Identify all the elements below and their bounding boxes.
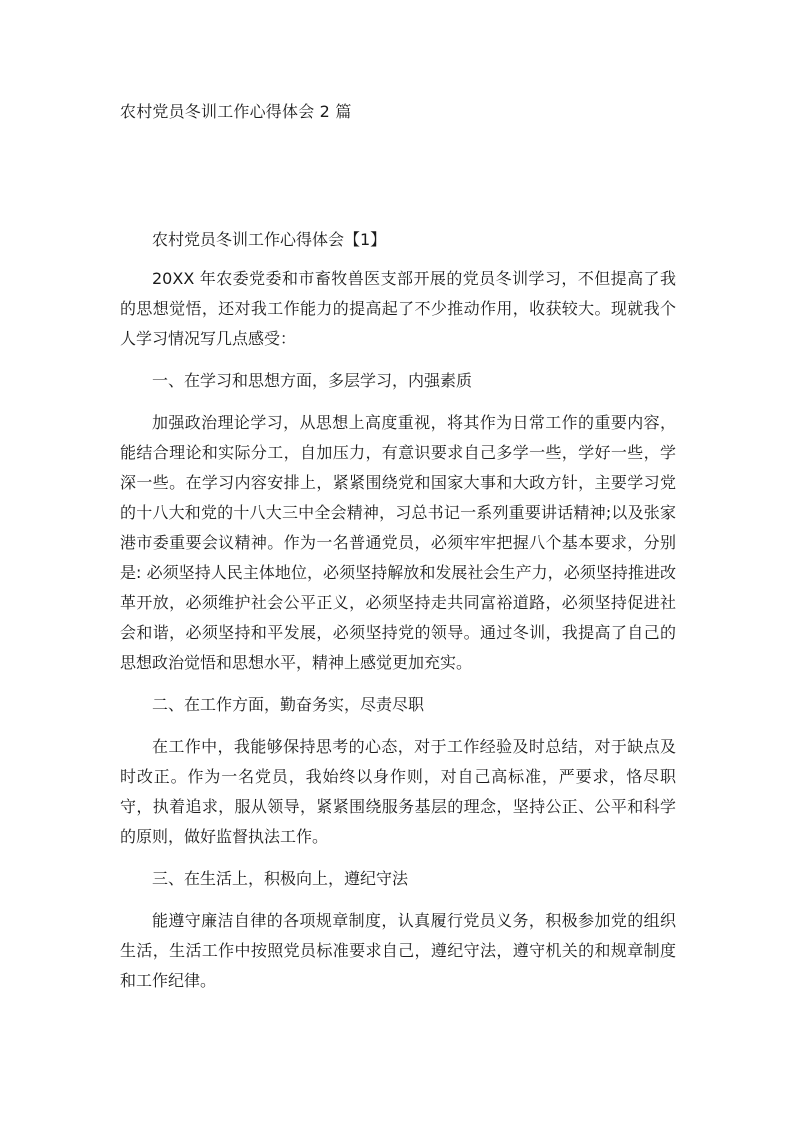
- paragraph-life: 能遵守廉洁自律的各项规章制度，认真履行党员义务，积极参加党的组织生活，生活工作中按照党员标准要求自己，遵纪守法，遵守机关的和规章制度和工作纪律。: [120, 911, 676, 990]
- document-title: 农村党员冬训工作心得体会 2 篇: [120, 102, 352, 121]
- heading-study-thought: 一、在学习和思想方面，多层学习，内强素质: [152, 371, 473, 390]
- intro-paragraph: 20XX 年农委党委和市畜牧兽医支部开展的党员冬训学习，不但提高了我的思想觉悟，还对我工作能力的提高起了不少推动作用，收获较大。现就我个人学习情况写几点感受：: [120, 269, 676, 348]
- heading-work: 二、在工作方面，勤奋务实，尽责尽职: [152, 695, 425, 714]
- heading-life: 三、在生活上，积极向上，遵纪守法: [152, 869, 409, 888]
- paragraph-study-thought: 加强政治理论学习，从思想上高度重视，将其作为日常工作的重要内容，能结合理论和实际分工，自加压力，有意识要求自己多学一些，学好一些，学深一些。在学习内容安排上，紧紧围绕党和国家大事和大政方针，主要学习党的十八大和党的十八大三中全会精神，习总书记一系列重要讲话精神;以及张家港市委重要会议精神。作为一名普通党员，必须牢牢把握八个基本要求，分别是: 必须坚持人民主体地位，必须坚持解放和发展社会生产力，必须坚持推进改革开放，必须维护社会公平正义，必须坚持走共同富裕道路，必须坚持促进社会和谐，必须坚持和平发展，必须坚持党的领导。通过冬训，我提高了自己的思想政治觉悟和思想水平，精神上感觉更加充实。: [120, 413, 676, 672]
- document-body: [120, 228, 676, 1008]
- section-title: 农村党员冬训工作心得体会【1】: [152, 230, 387, 249]
- paragraph-work: 在工作中，我能够保持思考的心态，对于工作经验及时总结，对于缺点及时改正。作为一名党员，我始终以身作则，对自己高标准，严要求，恪尽职守，执着追求，服从领导，紧紧围绕服务基层的理念，坚持公正、公平和科学的原则，做好监督执法工作。: [120, 737, 676, 846]
